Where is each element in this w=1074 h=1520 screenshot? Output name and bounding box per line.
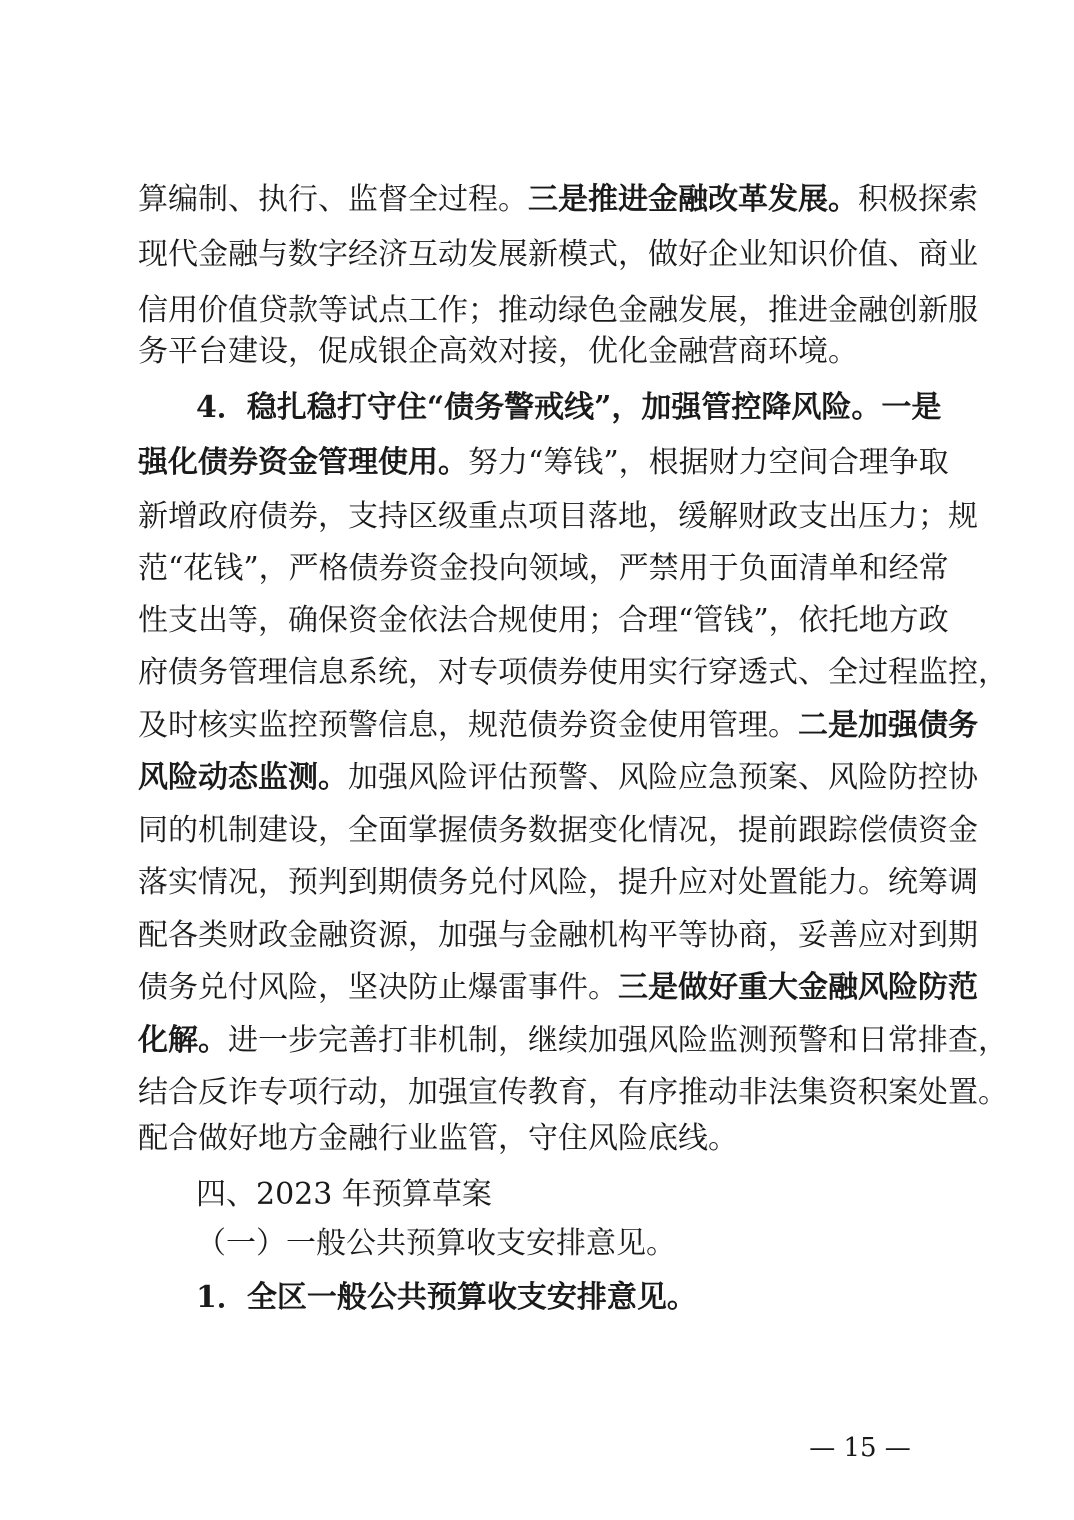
bold-heading-run: 强化债券资金管理使用。 <box>138 445 468 480</box>
text-line <box>138 489 978 545</box>
text-run: 算编制、执行、监督全过程。 <box>138 182 528 217</box>
text-run: 范“花钱”，严格债券资金投向领域，严禁用于负面清单和经常 <box>138 551 949 586</box>
text-run: 积极探索 <box>858 182 978 217</box>
text-line <box>138 855 978 911</box>
page-number: — 15 — <box>809 1433 911 1463</box>
bold-heading-run: 4．稳扎稳打守住“债务警戒线”，加强管控降风险。一是 <box>196 390 942 425</box>
text-run: 进一步完善打非机制，继续加强风险监测预警和日常排查， <box>228 1023 1008 1058</box>
subsection-heading: （一）一般公共预算收支安排意见。 <box>196 1226 676 1261</box>
text-run: 新增政府债券，支持区级重点项目落地，缓解财政支出压力；规 <box>138 499 978 534</box>
text-line <box>138 960 978 1016</box>
text-run: 性支出等，确保资金依法合规使用；合理“管钱”，依托地方政 <box>138 603 949 638</box>
text-run: 信用价值贷款等试点工作；推动绿色金融发展，推进金融创新服 <box>138 293 978 328</box>
text-run: 加强风险评估预警、风险应急预案、风险防控协 <box>348 760 978 795</box>
text-run: 配合做好地方金融行业监管，守住风险底线。 <box>138 1121 738 1156</box>
text-line <box>138 908 978 964</box>
text-line <box>138 698 978 754</box>
section-heading-line <box>196 380 942 436</box>
item-heading-line <box>196 1270 938 1326</box>
text-line <box>138 172 978 228</box>
subsection-heading-line <box>196 1216 938 1272</box>
text-run: 现代金融与数字经济互动发展新模式，做好企业知识价值、商业 <box>138 237 978 272</box>
text-run: 配各类财政金融资源，加强与金融机构平等协商，妥善应对到期 <box>138 918 978 953</box>
text-run: 府债务管理信息系统，对专项债券使用实行穿透式、全过程监控， <box>138 655 1008 690</box>
text-line <box>138 324 938 380</box>
text-run: 务平台建设，促成银企高效对接，优化金融营商环境。 <box>138 334 858 369</box>
text-run: 努力“筹钱”，根据财力空间合理争取 <box>468 445 949 480</box>
section-heading-line <box>196 1167 938 1223</box>
text-run: 债务兑付风险，坚决防止爆雷事件。 <box>138 970 618 1005</box>
bold-heading-run: 风险动态监测。 <box>138 760 348 795</box>
text-line <box>138 645 1008 701</box>
text-run: 同的机制建设，全面掌握债务数据变化情况，提前跟踪偿债资金 <box>138 813 978 848</box>
text-line <box>138 435 949 491</box>
text-line <box>138 541 949 597</box>
text-line <box>138 750 978 806</box>
bold-heading-run: 化解。 <box>138 1023 228 1058</box>
text-line <box>138 227 978 283</box>
text-line <box>138 803 978 859</box>
text-line <box>138 593 949 649</box>
text-run: 落实情况，预判到期债务兑付风险，提升应对处置能力。统筹调 <box>138 865 978 900</box>
section-heading: 四、2023 年预算草案 <box>196 1177 492 1212</box>
text-line <box>138 1013 1008 1069</box>
text-run: 及时核实监控预警信息，规范债券资金使用管理。 <box>138 708 798 743</box>
text-run: 结合反诈专项行动，加强宣传教育，有序推动非法集资积案处置。 <box>138 1075 1008 1110</box>
bold-heading-run: 三是做好重大金融风险防范 <box>618 970 978 1005</box>
bold-heading-run: 二是加强债务 <box>798 708 978 743</box>
bold-heading-run: 三是推进金融改革发展。 <box>528 182 858 217</box>
item-heading: 1．全区一般公共预算收支安排意见。 <box>196 1280 697 1315</box>
text-line <box>138 1111 938 1167</box>
